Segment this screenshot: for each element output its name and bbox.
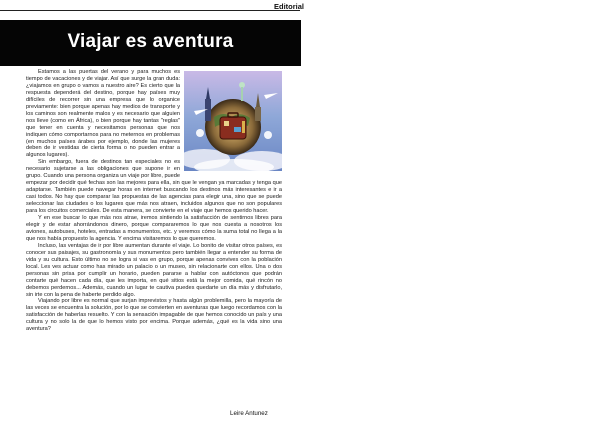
article-paragraph: Sin embargo, fuera de destinos tan especiales no es necesario sujetarse a las obligaciones que supone ir en grupo. Cuando una persona organiza un viaje por libre, puede empezar por decidir qué fechas son las mejores para ella, sin que le vengan ya marcadas y tenga que adaptarse. También puede navegar horas en internet buscando los destinos más interesantes e ir a casi todos. No hay que comparar las propuestas de las agencias para elegir una, sino que se puede seleccionar las ciudades o los lugares que más nos atraen, incluidos algunos que no son populares para los circuitos comerciales. De esta manera, se convierte en el viaje que hemos querido hacer.	[26, 159, 282, 215]
title-banner	[0, 20, 301, 66]
article-paragraph: Y en ese buscar lo que más nos atrae, iremos sintiendo la satisfacción de sentirnos libres para elegir y de estar ahorrándonos dinero, porque compararemos lo que nos cuesta a nosotros los aviones, autobuses, hoteles, entradas a monumentos, etc. y veremos cómo la suma total no llega a la que nos había propuesto la agencia. Y encima visitaremos lo que queremos.	[26, 215, 282, 242]
travel-suitcase-globe-illustration	[184, 71, 282, 171]
author-signature: Leire Antunez	[230, 410, 268, 417]
article-paragraph: Viajando por libre es normal que surjan imprevistos y hasta algún problemilla, pero la mayoría de las veces se encuentra la solución, por lo que se convierten en aventuras que luego recordamos con la satisfacción de haberlas resuelto. Y con la sensación impagable de que hemos conocido un país y una cultura y no solo la de que lo hemos visto por encima. Porque además, ¿qué es la vida sino una aventura?	[26, 298, 282, 333]
section-label: Editorial	[274, 2, 305, 11]
article-title: Viajar es aventura	[67, 31, 234, 52]
article-body	[26, 69, 282, 333]
article-paragraph: Incluso, las ventajas de ir por libre aumentan durante el viaje. Lo bonito de visitar otros países, es conocer sus paisajes, su gastronomía y sus monumentos pero también llegar a entender su forma de vida y su cultura. Esto último no se logra si vas en grupo, porque apenas convives con la población local. Les ves actuar como has mirado un palacio o un museo, sin relacionarte con ellos. Una o dos personas sin prisa por cumplir un horario, pueden pararse a hablar con autóctonos que podrán contarte qué hacen cada día, que les importa, en qué sitios está la mejor comida, qué rincón no debemos perdernos... Además, cuando un lugar te cautiva puedes quedarte un día más y disfrutarlo, sin irte con la pena de haberte perdido algo.	[26, 242, 282, 298]
section-divider	[0, 10, 300, 11]
article-paragraph: Estamos a las puertas del verano y para muchos es tiempo de vacaciones y de viajar. Así que surge la gran duda: ¿viajamos en grupo o vamos a nuestro aire? Es cierto que la respuesta dependerá del destino, porque hay países muy difíciles de recorrer sin una empresa que lo organice previamente: bien porque apenas hay medios de transporte y los caminos son realmente malos y es necesario que alguien nos lleve (como en África), o bien porque hay tantas "reglas" que tener en cuenta y necesitamos personas que nos indiquen cómo comportarnos para no meternos en problemas (en muchos países árabes por ejemplo, donde las mujeres deben de ir vestidas de cierta forma o no pueden entrar a algunos lugares).	[26, 69, 180, 159]
travel-illustration-image	[184, 71, 282, 171]
